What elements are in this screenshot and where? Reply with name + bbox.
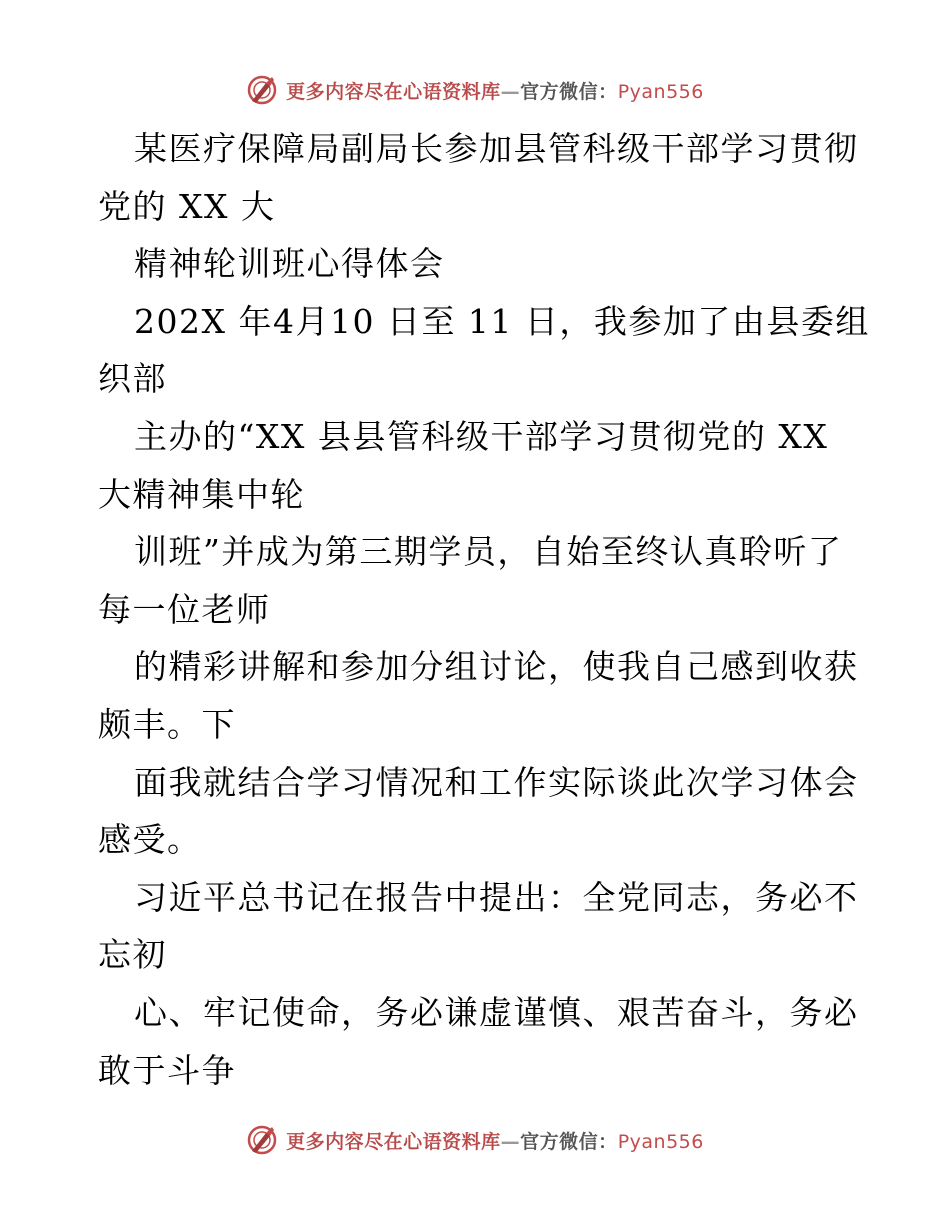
document-line: 大精神集中轮	[98, 474, 305, 514]
document-line: 面我就结合学习情况和工作实际谈此次学习体会	[134, 762, 859, 802]
document-line: 心、牢记使命，务必谦虚谨慎、艰苦奋斗，务必	[134, 992, 859, 1032]
document-line: 训班”并成为第三期学员，自始至终认真聆听了	[134, 532, 843, 572]
document-line: 202X 年4月10 日至 11 日，我参加了由县委组	[134, 301, 870, 341]
document-line: 颇丰。下	[98, 704, 236, 744]
watermark-dash: —	[500, 1130, 521, 1153]
document-body	[98, 120, 870, 1099]
document-line: 党的 XX 大	[98, 186, 276, 226]
document-line: 某医疗保障局副局长参加县管科级干部学习贯彻	[134, 129, 859, 168]
watermark-wechat-label: 官方微信：	[520, 1130, 618, 1153]
document-line: 每一位老师	[98, 589, 271, 629]
document-line: 感受。	[98, 820, 202, 860]
watermark-wechat-id: Pyan556	[617, 1130, 704, 1153]
watermark-text	[286, 1127, 704, 1154]
document-line: 敢于斗争	[98, 1050, 236, 1090]
document-line: 主办的“XX 县县管科级干部学习贯彻党的 XX	[134, 416, 829, 456]
watermark-site-name: 更多内容尽在心语资料库	[286, 80, 501, 103]
document-line: 精神轮训班心得体会	[134, 244, 445, 284]
watermark-dash: —	[500, 80, 521, 103]
watermark-text	[286, 77, 704, 104]
document-line: 忘初	[98, 935, 167, 975]
watermark-wechat-id: Pyan556	[617, 80, 704, 103]
header-watermark	[0, 70, 950, 110]
footer-watermark	[0, 1120, 950, 1160]
document-line: 习近平总书记在报告中提出：全党同志，务必不	[134, 877, 859, 917]
watermark-wechat-label: 官方微信：	[520, 80, 618, 103]
quill-pen-circle-icon	[246, 74, 278, 106]
document-line: 织部	[98, 359, 167, 399]
document-line: 的精彩讲解和参加分组讨论，使我自己感到收获	[134, 647, 859, 687]
quill-pen-circle-icon	[246, 1124, 278, 1156]
watermark-site-name: 更多内容尽在心语资料库	[286, 1130, 501, 1153]
